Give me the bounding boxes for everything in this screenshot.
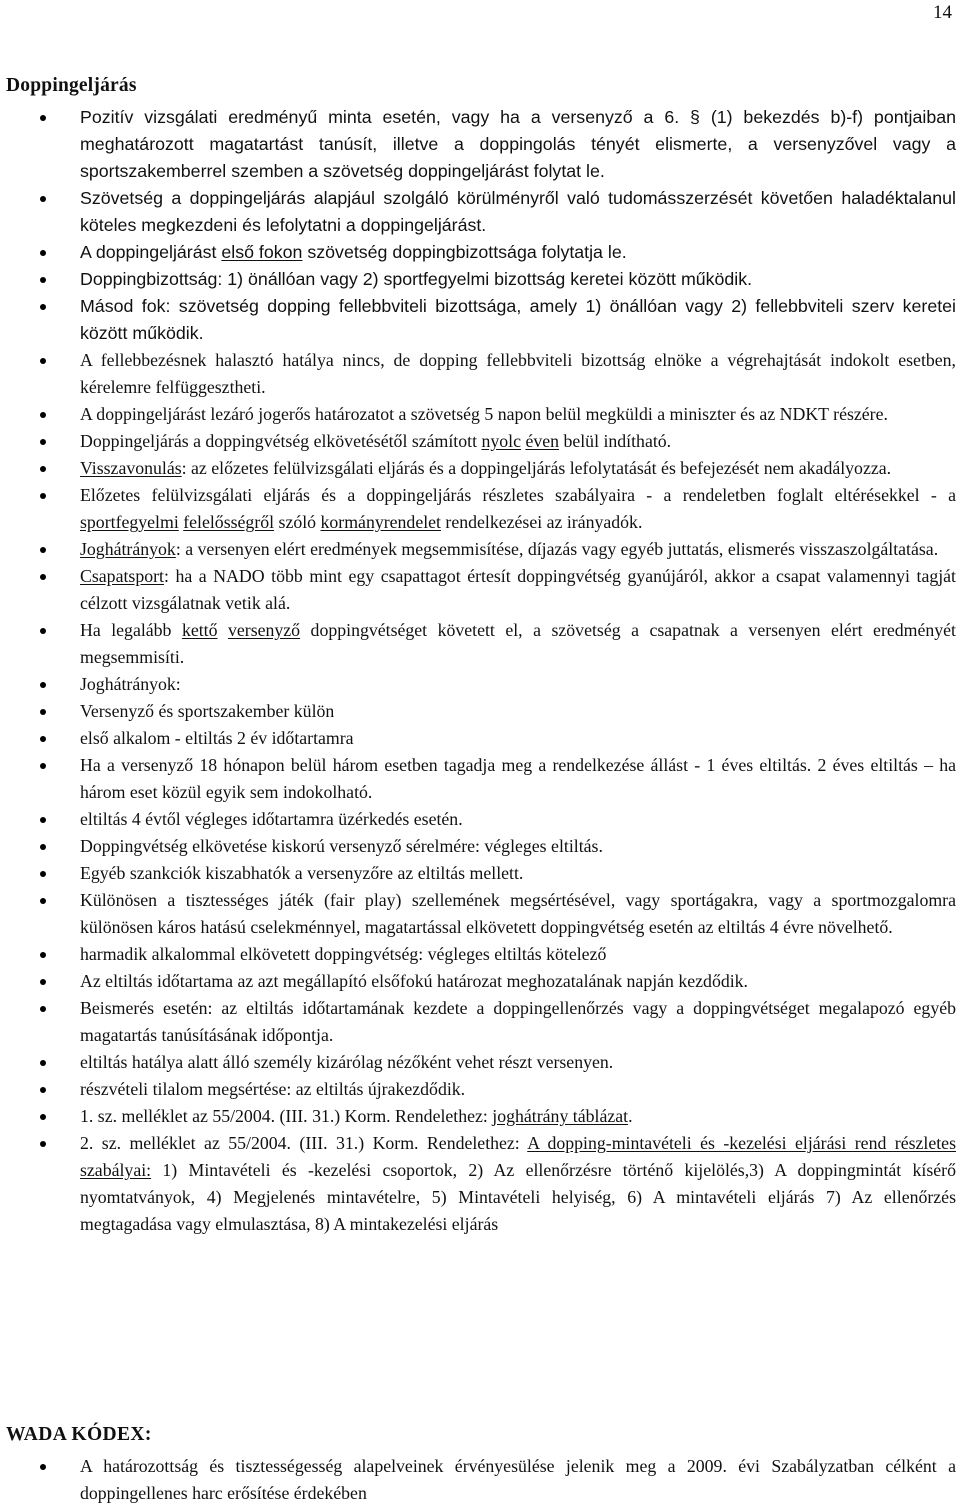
list-item-text: . <box>628 1106 633 1126</box>
list-item-text: eltiltás 4 évtől végleges időtartamra üzérkedés esetén. <box>80 809 463 829</box>
list-item-text: belül indítható. <box>559 431 672 451</box>
list-item-text: Versenyző és sportszakember külön <box>80 701 335 721</box>
bullet-icon <box>40 1087 46 1093</box>
bullet-icon <box>40 952 46 958</box>
list-item-text: Beismerés esetén: az eltiltás időtartamának kezdete a doppingellenőrzés vagy a doppingvétséget megalapozó egyéb magatartás tanúsításának időpontja. <box>80 998 956 1045</box>
bullet-icon <box>40 898 46 904</box>
bullet-icon <box>40 844 46 850</box>
list-item <box>0 428 956 455</box>
list-item-text: Az eltiltás időtartama az azt megállapító elsőfokú határozat meghozatalának napján kezdődik. <box>80 971 748 991</box>
underlined-term: versenyző <box>227 620 301 640</box>
list-item-text: Doppingeljárás a doppingvétség elkövetésétől számított <box>80 431 482 451</box>
list-item <box>0 347 956 401</box>
list-item <box>0 833 956 860</box>
bullet-icon <box>40 1060 46 1066</box>
list-item-text: A határozottság és tisztességesség alapelveinek érvényesülése jelenik meg a 2009. évi Szabályzatban célként a doppingellenes harc erősítése érdekében <box>80 1456 956 1503</box>
list-item <box>0 239 956 266</box>
list-item <box>0 806 956 833</box>
bullet-icon <box>40 358 46 364</box>
list-item-text: doppingvétséget követett el, a szövetség a csapatnak a versenyen elért eredményét megsemmisíti. <box>80 620 956 667</box>
list-item-text: Joghátrányok: <box>80 674 181 694</box>
list-item <box>0 887 956 941</box>
list-item-text: A doppingeljárást lezáró jogerős határozatot a szövetség 5 napon belül megküldi a miniszter és az NDKT részére. <box>80 404 888 424</box>
list-item-text: Szövetség a doppingeljárás alapjául szolgáló körülményről való tudomásszerzését követően haladéktalanul köteles megkezdeni és lefolytatni a doppingeljárást. <box>80 188 956 235</box>
list-item <box>0 1076 956 1103</box>
bullet-icon <box>40 628 46 634</box>
list-item <box>0 941 956 968</box>
list-item-text: Előzetes felülvizsgálati eljárás és a doppingeljárás részletes szabályaira - a rendeletben foglalt eltérésekkel - a <box>80 485 956 505</box>
list-item <box>0 536 956 563</box>
bullet-icon <box>40 466 46 472</box>
list-item <box>0 698 956 725</box>
bullet-icon <box>40 1114 46 1120</box>
list-item-text: rendelkezései az irányadók. <box>440 512 643 532</box>
list-item <box>0 482 956 536</box>
bullet-icon <box>40 304 46 310</box>
bullet-icon <box>40 1464 46 1470</box>
bullet-icon <box>40 1006 46 1012</box>
underlined-term: Joghátrányok <box>80 539 176 559</box>
bullet-icon <box>40 1141 46 1147</box>
underlined-term: kormányrendelet <box>320 512 441 532</box>
list-item-text <box>218 620 228 640</box>
bullet-icon <box>40 547 46 553</box>
bullet-icon <box>40 493 46 499</box>
bullet-icon <box>40 979 46 985</box>
bullet-icon <box>40 115 46 121</box>
section-heading-doppingeljaras: Doppingeljárás <box>6 75 137 96</box>
list-item-text: A doppingeljárást <box>80 242 222 262</box>
list-item <box>0 104 956 185</box>
list-item <box>0 1049 956 1076</box>
underlined-term: Csapatsport <box>80 566 164 586</box>
list-item-text: 1) Mintavételi és -kezelési csoportok, 2) Az ellenőrzésre történő kijelölés,3) A doppingmintát kísérő nyomtatványok, 4) Megjelenés mintavételre, 5) Mintavételi helyiség, 6) A mintavételi eljárás 7) Az ellenőrzés megtagadása vagy elmulasztása, 8) A mintakezelési eljárás <box>80 1160 956 1234</box>
list-item <box>0 293 956 347</box>
list-item <box>0 671 956 698</box>
bullet-icon <box>40 250 46 256</box>
list-item <box>0 455 956 482</box>
list-item-text: harmadik alkalommal elkövetett doppingvétség: végleges eltiltás kötelező <box>80 944 607 964</box>
list-item-text: Ha a versenyző 18 hónapon belül három esetben tagadja meg a rendelkezése állást - 1 éves eltiltás. 2 éves eltiltás – ha három eset közül egyik sem indokolható. <box>80 755 956 802</box>
underlined-term: sportfegyelmi <box>80 512 179 532</box>
list-item-text: eltiltás hatálya alatt álló személy kizárólag nézőként vehet részt versenyen. <box>80 1052 614 1072</box>
bullet-icon <box>40 574 46 580</box>
bullet-icon <box>40 277 46 283</box>
list-item-text: első alkalom - eltiltás 2 év időtartamra <box>80 728 354 748</box>
list-item-text: : az előzetes felülvizsgálati eljárás és a doppingeljárás lefolytatását és befejezését nem akadályozza. <box>181 458 892 478</box>
list-item <box>0 968 956 995</box>
bullet-icon <box>40 682 46 688</box>
list-item <box>0 995 956 1049</box>
list-item <box>0 617 956 671</box>
list-item-text: szóló <box>274 512 321 532</box>
list-item <box>0 1130 956 1238</box>
underlined-term: kettő <box>181 620 218 640</box>
list-item-text: részvételi tilalom megsértése: az eltiltás újrakezdődik. <box>80 1079 466 1099</box>
underlined-term: A dopping-mintavételi és -kezelési eljárási rend részletes szabályai: <box>80 1133 956 1180</box>
list-item-text: Ha legalább <box>80 620 182 640</box>
bullet-icon <box>40 439 46 445</box>
list-item <box>0 185 956 239</box>
list-item-text: : a versenyen elért eredmények megsemmisítése, díjazás vagy egyéb juttatás, elismerés visszaszolgáltatása. <box>175 539 939 559</box>
bullet-icon <box>40 871 46 877</box>
list-item-text: 1. sz. melléklet az 55/2004. (III. 31.) Korm. Rendelethez: <box>80 1106 493 1126</box>
list-item <box>0 1103 956 1130</box>
list-item <box>0 860 956 887</box>
list-item-text: Egyéb szankciók kiszabhatók a versenyzőre az eltiltás mellett. <box>80 863 524 883</box>
bullet-icon <box>40 412 46 418</box>
list-item-text: Doppingvétség elkövetése kiskorú versenyző sérelmére: végleges eltiltás. <box>80 836 603 856</box>
page-number: 14 <box>933 2 952 23</box>
list-item <box>0 563 956 617</box>
list-item-text: Másod fok: szövetség dopping fellebbviteli bizottsága, amely 1) önállóan vagy 2) fellebbviteli szerv keretei között működik. <box>80 296 956 343</box>
bullet-icon <box>40 709 46 715</box>
list-item <box>0 752 956 806</box>
underlined-term: nyolc <box>481 431 521 451</box>
list-item <box>0 266 956 293</box>
list-item <box>0 1453 956 1507</box>
underlined-term: joghátrány táblázat <box>492 1106 629 1126</box>
bullet-icon <box>40 763 46 769</box>
list-item <box>0 725 956 752</box>
doping-procedure-list <box>0 104 956 1238</box>
underlined-term: éven <box>525 431 560 451</box>
list-item-text: Doppingbizottság: 1) önállóan vagy 2) sportfegyelmi bizottság keretei között működik. <box>80 269 753 289</box>
list-item-text: Különösen a tisztességes játék (fair play) szellemének megsértésével, vagy sportágakra, vagy a sportmozgalomra különösen káros hatású cselekménnyel, magatartással elkövetett doppingvétség esetén az eltiltás 4 évre növelhető. <box>80 890 956 937</box>
list-item-text: A fellebbezésnek halasztó hatálya nincs, de dopping fellebbviteli bizottság elnöke a végrehajtását indokolt esetben, kérelemre felfüggesztheti. <box>80 350 956 397</box>
wada-list <box>0 1453 956 1507</box>
underlined-term: első fokon <box>221 242 303 262</box>
bullet-icon <box>40 817 46 823</box>
list-item-text: : ha a NADO több mint egy csapattagot értesít doppingvétség gyanújáról, akkor a csapat valamennyi tagját célzott vizsgálatnak vetik alá. <box>80 566 956 613</box>
list-item-text: 2. sz. melléklet az 55/2004. (III. 31.) Korm. Rendelethez: <box>80 1133 528 1153</box>
list-item-text: Pozitív vizsgálati eredményű minta esetén, vagy ha a versenyző a 6. § (1) bekezdés b)-f) pontjaiban meghatározott magatartást tanúsít, illetve a doppingolás tényét elismerte, a versenyzővel vagy a sportszakemberrel szemben a szövetség doppingeljárást folytat le. <box>80 107 956 181</box>
bullet-icon <box>40 736 46 742</box>
bullet-icon <box>40 196 46 202</box>
section-heading-wada: WADA KÓDEX: <box>6 1424 152 1445</box>
underlined-term: felelősségről <box>183 512 275 532</box>
list-item <box>0 401 956 428</box>
list-item-text: szövetség doppingbizottsága folytatja le. <box>302 242 627 262</box>
underlined-term: Visszavonulás <box>80 458 182 478</box>
